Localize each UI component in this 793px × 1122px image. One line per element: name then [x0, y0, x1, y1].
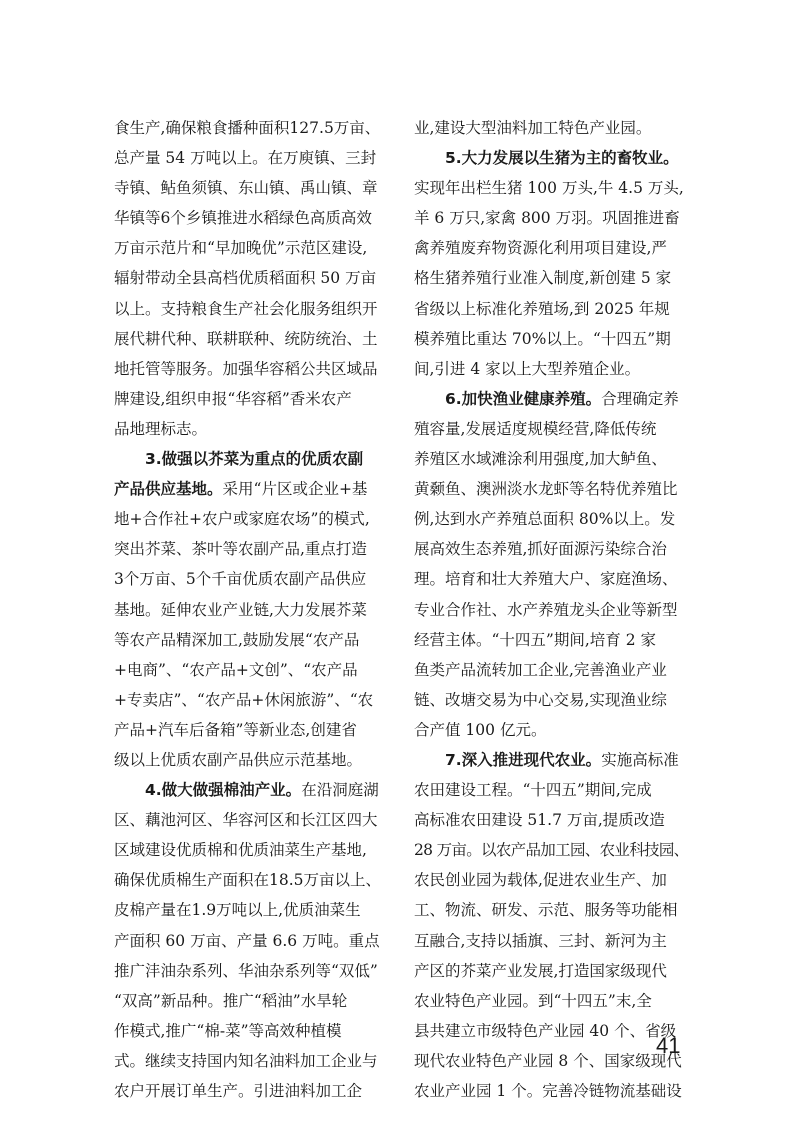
- body-text: 28 万亩。以农产品加工园、农业科技园、: [414, 841, 689, 860]
- text-line: [114, 534, 389, 564]
- body-text: 等农产品精深加工,鼓励发展“农产品: [114, 630, 360, 649]
- body-text: 理。培育和壮大养殖大户、家庭渔场、: [414, 570, 678, 589]
- text-line: [114, 173, 389, 203]
- text-line: [414, 444, 689, 474]
- body-text: 食生产,确保粮食播种面积127.5万亩、: [114, 119, 381, 137]
- text-line: [114, 324, 389, 354]
- text-line: [114, 956, 389, 986]
- body-text: +电商”、“农产品+文创”、“农产品: [114, 660, 358, 679]
- text-line: [114, 113, 389, 143]
- body-text: 农业特色产业园。到“十四五”末,全: [414, 991, 652, 1010]
- text-line: [414, 655, 689, 685]
- body-text: 黄颡鱼、澳洲淡水龙虾等名特优养殖比: [414, 480, 678, 499]
- body-text: 华镇等6个乡镇推进水稻绿色高质高效: [114, 209, 372, 228]
- section-heading: 产品供应基地。: [114, 480, 223, 499]
- body-text: 确保优质棉生产面积在18.5万亩以上、: [114, 871, 382, 890]
- text-line: [114, 926, 389, 956]
- text-line: [114, 354, 389, 384]
- body-text: 专业合作社、水产养殖龙头企业等新型: [414, 600, 678, 619]
- text-line: [114, 233, 389, 263]
- text-line: [414, 263, 689, 293]
- body-text: 推广沣油杂系列、华油杂系列等“双低”: [114, 961, 378, 980]
- body-text: 实现年出栏生猪 100 万头,牛 4.5 万头,: [414, 179, 684, 198]
- right-column: [414, 113, 689, 1106]
- text-line: [114, 474, 389, 504]
- body-text: 羊 6 万只,家禽 800 万羽。巩固推进畜: [414, 209, 680, 228]
- body-text: 突出芥菜、茶叶等农副产品,重点打造: [114, 540, 367, 559]
- body-text: 采用“片区或企业+基: [222, 480, 368, 499]
- text-line: [414, 685, 689, 715]
- text-line: [114, 745, 389, 775]
- body-text: 链、改塘交易为中心交易,实现渔业综: [414, 690, 667, 709]
- body-text: 产区的芥菜产业发展,打造国家级现代: [414, 961, 667, 980]
- body-text: 格生猪养殖行业准入制度,新创建 5 家: [414, 269, 672, 288]
- body-text: 禽养殖废弃物资源化利用项目建设,严: [414, 239, 667, 258]
- body-text: 农田建设工程。“十四五”期间,完成: [414, 781, 652, 800]
- section-heading: 4.做大做强棉油产业。: [145, 781, 302, 800]
- text-line: [414, 956, 689, 986]
- body-text: 以上。支持粮食生产社会化服务组织开: [114, 299, 378, 318]
- text-line: [114, 775, 389, 805]
- text-line: [114, 263, 389, 293]
- body-text: 牌建设,组织申报“华容稻”香米农产: [114, 389, 352, 408]
- text-line: [114, 203, 389, 233]
- body-text: 总产量 54 万吨以上。在万庾镇、三封: [114, 149, 377, 168]
- text-line: [114, 143, 389, 173]
- text-line: [114, 805, 389, 835]
- body-text: 展代耕代种、联耕联种、统防统治、土: [114, 329, 378, 348]
- body-text: 产品+汽车后备箱”等新业态,创建省: [114, 720, 357, 739]
- body-text: 省级以上标准化养殖场,到 2025 年规: [414, 299, 670, 318]
- text-line: [114, 715, 389, 745]
- body-text: 作模式,推广“棉-菜”等高效种植模: [114, 1021, 342, 1040]
- body-text: 地托管等服务。加强华容稻公共区域品: [114, 359, 378, 378]
- text-line: [414, 143, 689, 173]
- body-text: 农户开展订单生产。引进油料加工企: [114, 1082, 363, 1100]
- body-text: 互融合,支持以插旗、三封、新河为主: [414, 931, 667, 950]
- text-line: [414, 895, 689, 925]
- section-heading: 5.大力发展以生猪为主的畜牧业。: [445, 149, 679, 168]
- text-line: [414, 865, 689, 895]
- text-line: [414, 986, 689, 1016]
- text-line: [414, 354, 689, 384]
- body-text: 区、藕池河区、华容河区和长江区四大: [114, 811, 378, 830]
- body-text: 万亩示范片和“早加晚优”示范区建设,: [114, 239, 368, 258]
- text-line: [414, 233, 689, 263]
- body-text: 县共建立市级特色产业园 40 个、省级: [414, 1021, 677, 1040]
- body-text: 基地。延伸农业产业链,大力发展芥菜: [114, 600, 367, 619]
- text-line: [414, 534, 689, 564]
- text-line: [114, 384, 389, 414]
- body-text: 业,建设大型油料加工特色产业园。: [414, 119, 652, 137]
- text-line: [414, 835, 689, 865]
- text-line: [414, 1016, 689, 1046]
- body-text: 地+合作社+农户或家庭农场”的模式,: [114, 510, 370, 529]
- text-line: [114, 294, 389, 324]
- body-text: 养殖区水域滩涂利用强度,加大鲈鱼、: [414, 450, 667, 469]
- text-line: [414, 745, 689, 775]
- body-text: 经营主体。“十四五”期间,培育 2 家: [414, 630, 656, 649]
- body-text: 辐射带动全县高档优质稻面积 50 万亩: [114, 269, 377, 288]
- body-text: 展高效生态养殖,抓好面源污染综合治: [414, 540, 667, 559]
- body-text: 式。继续支持国内知名油料加工企业与: [114, 1051, 378, 1070]
- text-line: [414, 384, 689, 414]
- text-line: [414, 564, 689, 594]
- text-line: [114, 444, 389, 474]
- body-text: 间,引进 4 家以上大型养殖企业。: [414, 359, 641, 378]
- text-line: [114, 564, 389, 594]
- text-line: [114, 865, 389, 895]
- body-text: 农民创业园为载体,促进农业生产、加: [414, 871, 667, 890]
- text-line: [114, 414, 389, 444]
- text-line: [414, 414, 689, 444]
- text-line: [414, 775, 689, 805]
- text-line: [114, 1046, 389, 1076]
- text-line: [114, 685, 389, 715]
- text-line: [414, 1046, 689, 1076]
- text-line: [414, 715, 689, 745]
- text-line: [114, 655, 389, 685]
- page-number: 41: [656, 1033, 681, 1058]
- text-line: [414, 595, 689, 625]
- text-line: [114, 986, 389, 1016]
- body-text: 级以上优质农副产品供应示范基地。: [114, 750, 363, 769]
- text-line: [114, 835, 389, 865]
- body-text: 实施高标准: [601, 750, 679, 769]
- body-text: 工、物流、研发、示范、服务等功能相: [414, 901, 678, 920]
- text-line: [414, 625, 689, 655]
- body-text: 合产值 100 亿元。: [414, 720, 547, 739]
- body-text: 例,达到水产养殖总面积 80%以上。发: [414, 510, 676, 529]
- body-text: 殖容量,发展适度规模经营,降低传统: [414, 419, 657, 438]
- section-heading: 3.做强以芥菜为重点的优质农副: [145, 450, 364, 469]
- body-text: 在沿洞庭湖: [301, 781, 379, 800]
- body-text: 高标准农田建设 51.7 万亩,提质改造: [414, 811, 665, 830]
- body-text: “双高”新品种。推广“稻油”水旱轮: [114, 991, 348, 1010]
- body-text: 模养殖比重达 70%以上。“十四五”期: [414, 329, 671, 348]
- text-line: [414, 203, 689, 233]
- text-line: [414, 504, 689, 534]
- body-text: 皮棉产量在1.9万吨以上,优质油菜生: [114, 901, 361, 920]
- text-line: [414, 324, 689, 354]
- text-line: [114, 595, 389, 625]
- text-line: [414, 113, 689, 143]
- text-line: [414, 294, 689, 324]
- body-text: 寺镇、鲇鱼须镇、东山镇、禹山镇、章: [114, 179, 378, 198]
- section-heading: 7.深入推进现代农业。: [445, 750, 602, 769]
- text-line: [414, 805, 689, 835]
- body-text: 鱼类产品流转加工企业,完善渔业产业: [414, 660, 667, 679]
- body-text: 现代农业特色产业园 8 个、国家级现代: [414, 1051, 682, 1070]
- body-text: +专卖店”、“农产品+休闲旅游”、“农: [114, 690, 374, 709]
- body-text: 农业产业园 1 个。完善冷链物流基础设: [414, 1082, 682, 1100]
- text-line: [414, 474, 689, 504]
- section-heading: 6.加快渔业健康养殖。: [445, 389, 602, 408]
- body-text: 区域建设优质棉和优质油菜生产基地,: [114, 841, 367, 860]
- text-line: [114, 504, 389, 534]
- text-line: [414, 1076, 689, 1106]
- text-line: [114, 625, 389, 655]
- text-line: [114, 1016, 389, 1046]
- text-line: [114, 895, 389, 925]
- body-text: 合理确定养: [601, 389, 679, 408]
- text-line: [414, 926, 689, 956]
- body-text: 产面积 60 万亩、产量 6.6 万吨。重点: [114, 931, 380, 950]
- left-column: [114, 113, 389, 1106]
- text-line: [414, 173, 689, 203]
- body-text: 品地理标志。: [114, 419, 208, 438]
- body-text: 3个万亩、5个千亩优质农副产品供应: [114, 570, 367, 589]
- text-line: [114, 1076, 389, 1106]
